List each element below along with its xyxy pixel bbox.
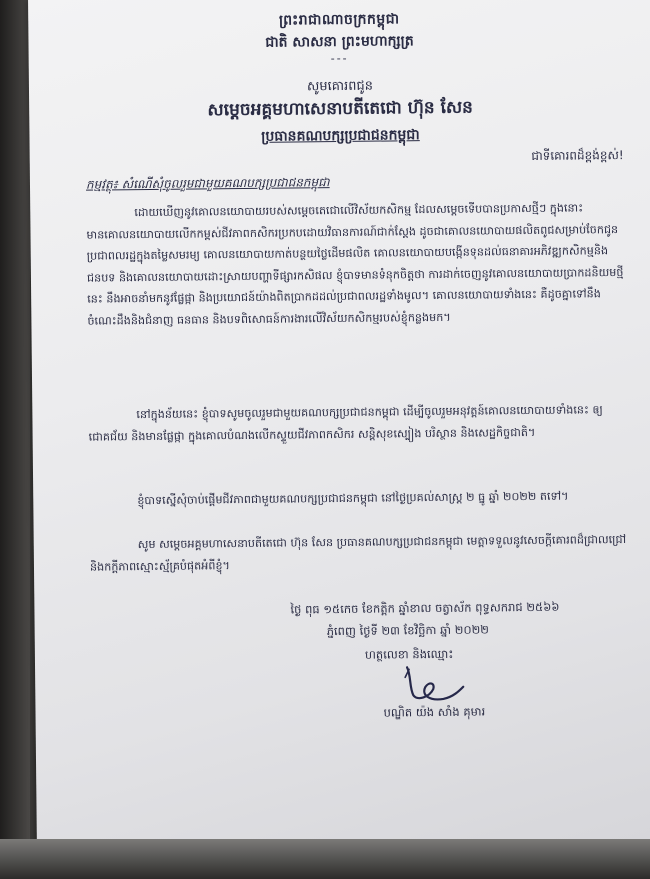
subject-line: កម្មវត្ថុ៖ សំណើសុំចូលរួមជាមួយគណបក្សប្រជាជនកម្ពុជា [85,175,330,192]
table-surface-left [0,0,30,879]
recipient-title: ប្រធានគណបក្សប្រជាជនកម្ពុជា [261,127,420,145]
body-paragraph-4: សូម សម្តេចអគ្គមហាសេនាបតីតេជោ ហ៊ុន សែន ប្រធានគណបក្សប្រជាជនកម្ពុជា មេត្តាទទួលនូវសេចក្តីគោរពដ៏ជ្រាលជ្រៅ និងកក្តីភាពស្មោះស្ម័គ្របំផុតអំពីខ្ញុំ។ [89,533,627,574]
signer-name: បណ្ឌិត យ៉ង សាំង គុមារ [383,704,486,720]
header-ornament: --- [330,51,349,66]
greeting: ជាទីគោរពដ៏ខ្ពង់ខ្ពស់! [531,148,624,163]
letter-page [28,0,650,847]
header-nation: ព្រះរាជាណាចក្រកម្ពុជា [278,11,400,29]
signature-label: ហត្ថលេខា និងឈ្មោះ [364,646,454,662]
recipient-name: សម្តេចអគ្គមហាសេនាបតីតេជោ ហ៊ុន សែន [207,97,474,121]
respectfully-to: សូមគោរពជូន [306,78,374,95]
body-paragraph-2: នៅក្នុងន័យនេះ ខ្ញុំបាទសូមចូលរួមជាមួយគណបក្សប្រជាជនកម្ពុជា ដើម្បីចូលរួមអនុវត្តន៍គោលនយោបាយទាំងនេះ ឲ្យជោគជ័យ និងមានផ្លែផ្កា ក្នុងគោលបំណងលើកស្ទួយជីវភាពកសិករ សន្តិសុខស្បៀង បរិស្ថាន និងសេដ្ឋកិច្ចជាតិ។ [88,403,603,444]
date-solar: ភ្នំពេញ ថ្ងៃទី ២៣ ខែវិច្ឆិកា ឆ្នាំ ២០២២ [326,622,490,639]
table-surface-bottom [0,839,650,879]
handwritten-signature [399,661,469,706]
date-lunar: ថ្ងៃ ពុធ ១៥កេច ខែកត្តិក ឆ្នាំខាល ចត្វាស័ក ពុទ្ធសករាជ ២៥៦៦ [290,599,560,617]
body-paragraph-3: ខ្ញុំបាទស្នើសុំចាប់ផ្តើមជីវភាពជាមួយគណបក្សប្រជាជនកម្ពុជា នៅថ្ងៃប្រគល់សាស្ត្រ ២ ធ្នូ ឆ្នាំ ២០២២ តទៅ។ [137,489,569,508]
header-motto: ជាតិ សាសនា ព្រះមហាក្សត្រ [265,33,414,51]
body-paragraph-1: ដោយឃើញនូវគោលនយោបាយរបស់សម្តេចតេជោលើវិស័យកសិកម្ម ដែលសម្តេចទើបបានប្រកាសថ្មីៗ ក្នុងនោះមានគោលនយោបាយលើកកម្ពស់ជីវភាពកសិករប្រកបដោយវិធានការណ៍ជាក់ស្តែង ដូចជាគោលនយោបាយផលិតពូជសម្រាប់ចែកជូនប្រជាពលរដ្ឋក្នុងតម្លៃសមរម្យ គោលនយោបាយកាត់បន្ថយថ្លៃដើមផលិត គោលនយោបាយបង្កើនទុនដល់ធនាគារអភិវឌ្ឍកសិកម្មនិងជនបទ និងគោលនយោបាយដោះស្រាយបញ្ហាទីផ្សារកសិផល ខ្ញុំបាទមានទំនុកចិត្តថា ការដាក់ចេញនូវគោលនយោបាយប្រាកដនិយមថ្មីនេះ នឹងអាចនាំមកនូវផ្លែផ្កា និងប្រយោជន៍យ៉ាងពិតប្រាកដដល់ប្រជាពលរដ្ឋទាំងមូល។ គោលនយោបាយទាំងនេះ គឺដូចគ្នាទៅនឹងចំណេះដឹងនិងជំនាញ ធនធាន និងបទពិសោធន៍ការងារលើវិស័យកសិកម្មរបស់ខ្ញុំកន្លងមក។ [86,201,624,328]
